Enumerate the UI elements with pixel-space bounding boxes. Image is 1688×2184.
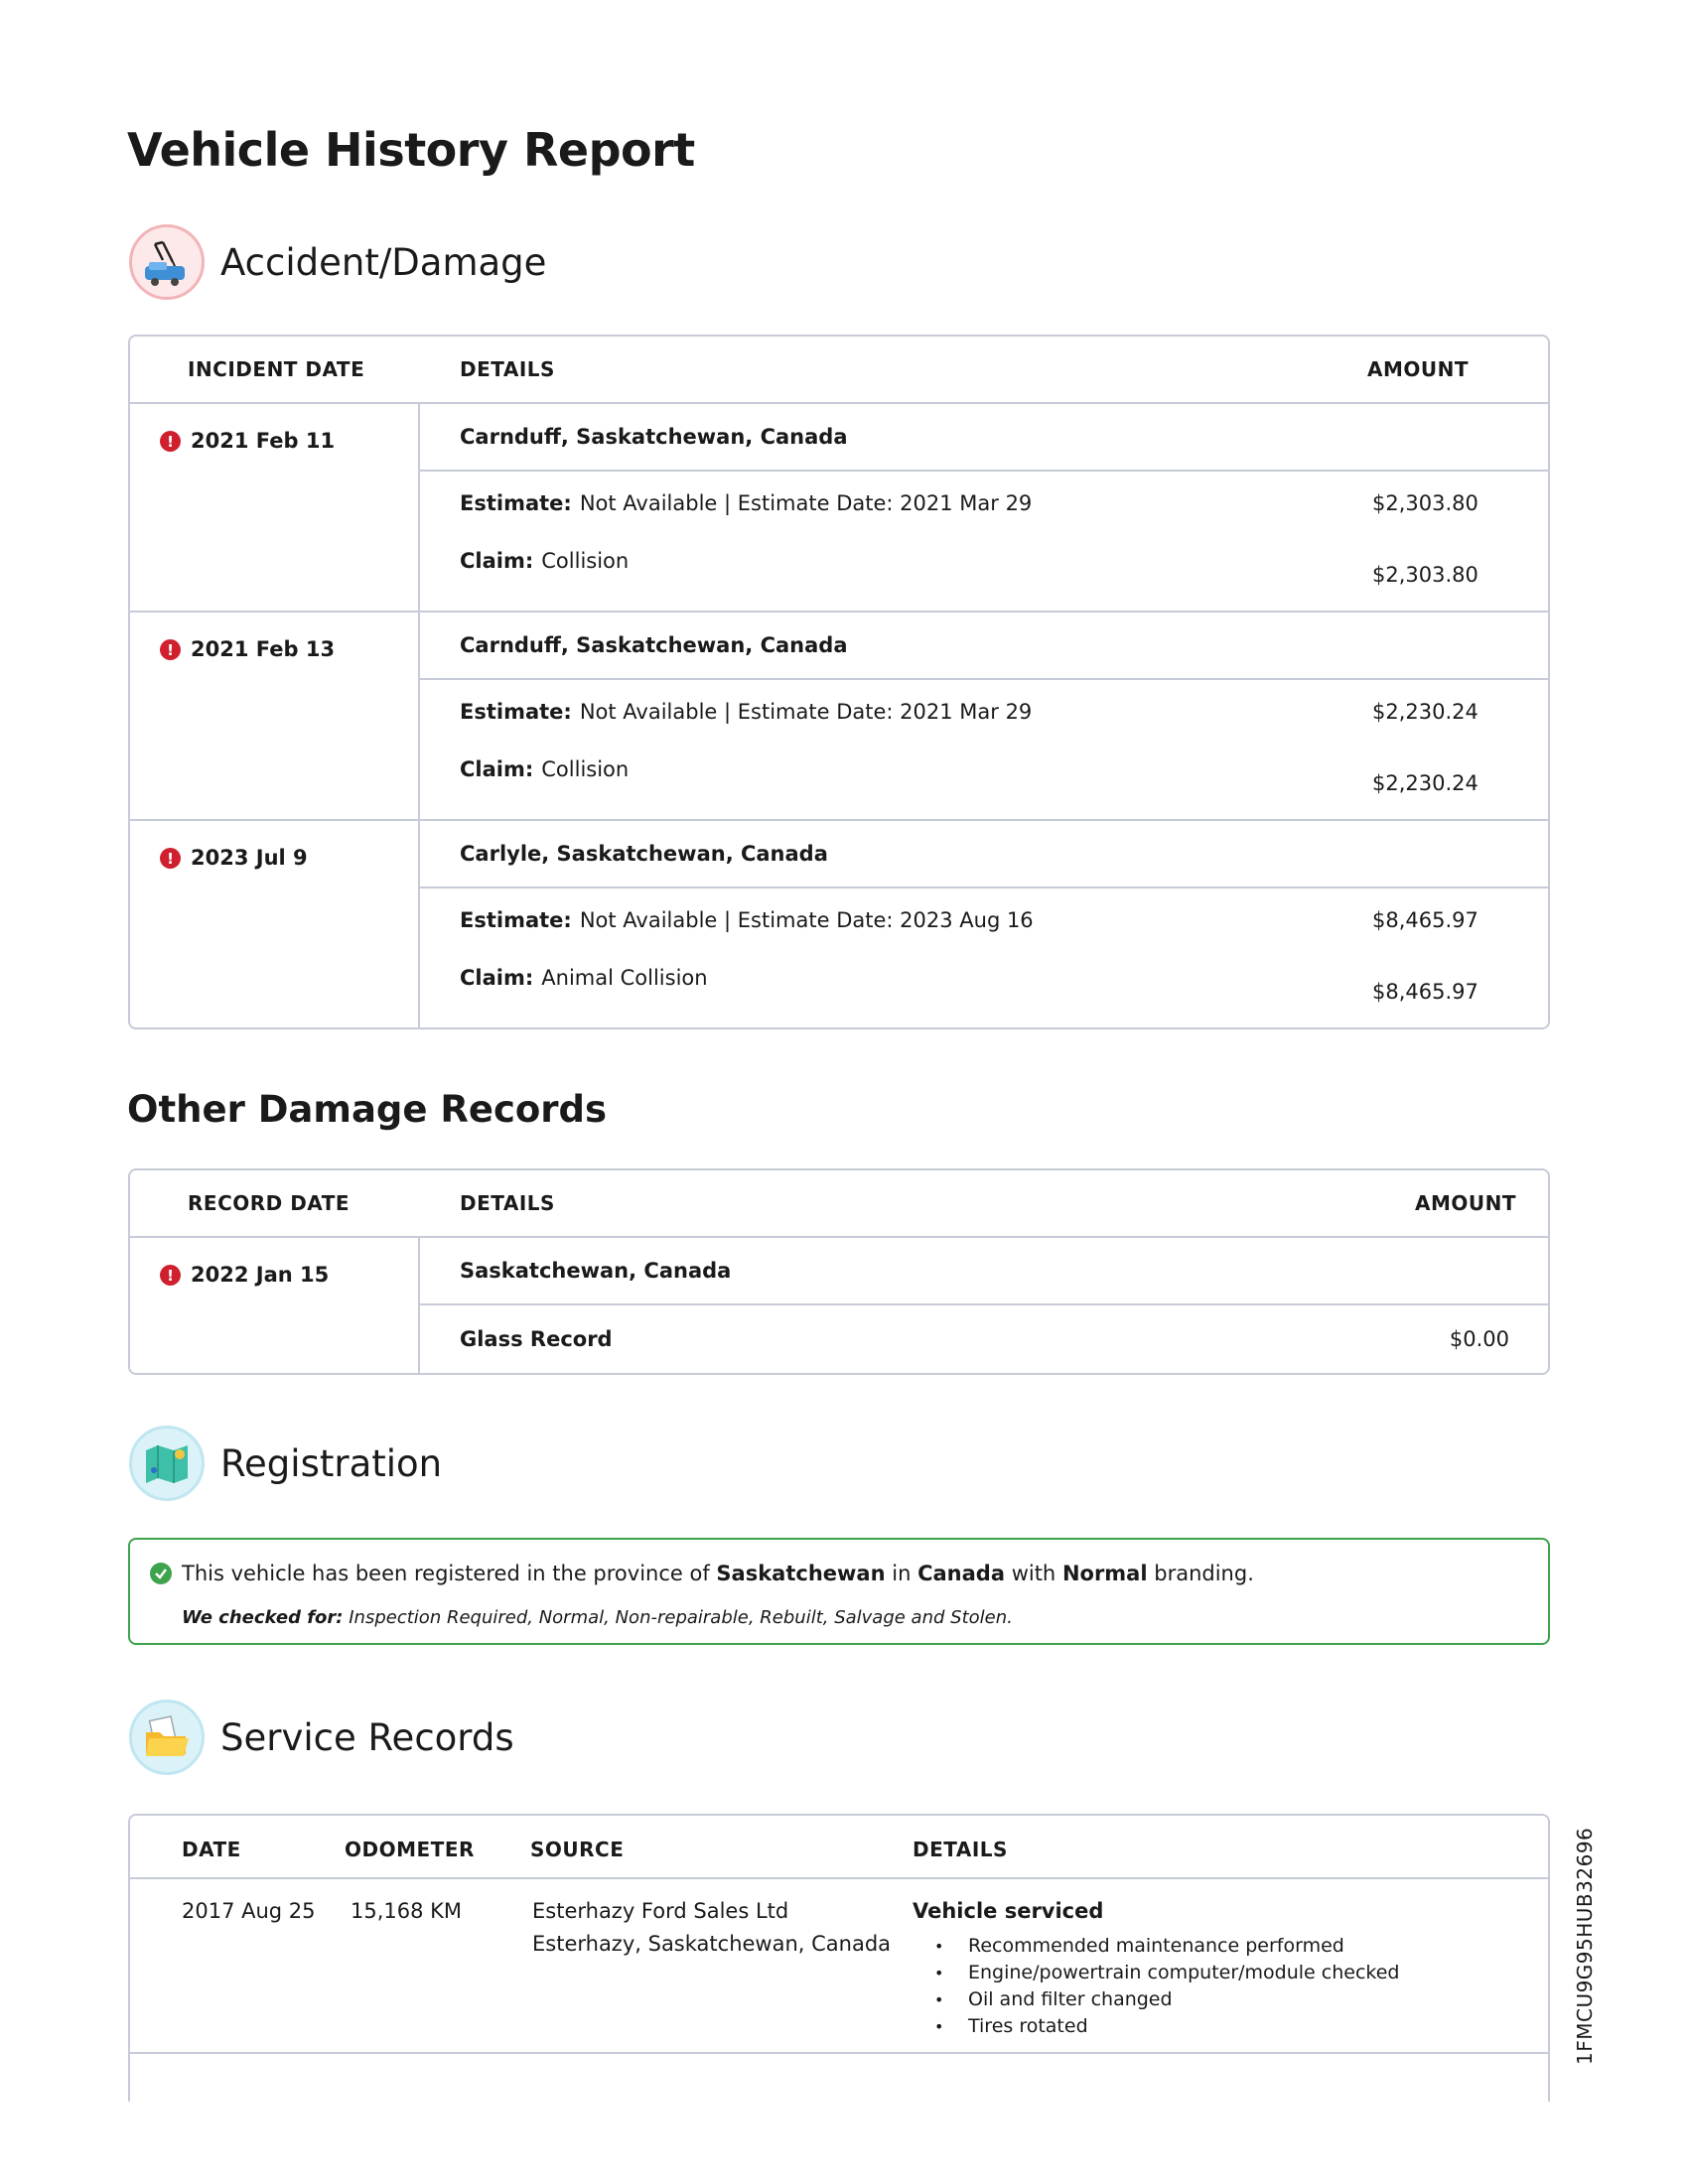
registration-title: Registration xyxy=(220,1441,443,1485)
alert-icon: ! xyxy=(160,1265,181,1286)
list-item: • Oil and filter changed xyxy=(913,1986,1400,2013)
claim-line xyxy=(460,966,708,990)
incident-estimate-block xyxy=(420,472,1548,611)
service-detail-title: Vehicle serviced xyxy=(913,1899,1104,1923)
claim-label: Claim: xyxy=(460,757,534,781)
estimate-value: Not Available | Estimate Date: 2023 Aug 16 xyxy=(579,908,1034,932)
tow-truck-icon xyxy=(129,224,205,300)
header-amount: AMOUNT xyxy=(1367,357,1470,381)
header-date: DATE xyxy=(182,1838,241,1861)
registration-province: Saskatchewan xyxy=(716,1562,886,1585)
registration-statement xyxy=(150,1562,1254,1585)
incident-date: 2021 Feb 13 xyxy=(191,637,336,661)
accident-section-title: Accident/Damage xyxy=(220,240,547,284)
registration-text: in xyxy=(892,1562,912,1585)
incident-date-cell xyxy=(130,613,420,819)
estimate-label: Estimate: xyxy=(460,908,572,932)
incident-date-cell xyxy=(130,404,420,611)
map-icon xyxy=(129,1426,205,1501)
vin-label: 1FMCU9G95HUB32696 xyxy=(1573,1827,1597,2065)
service-section-header xyxy=(129,1700,514,1775)
header-record-date: RECORD DATE xyxy=(188,1191,351,1215)
service-table-header xyxy=(130,1816,1548,1879)
service-title: Service Records xyxy=(220,1715,514,1759)
incident-date: 2023 Jul 9 xyxy=(191,846,308,870)
claim-amount: $2,230.24 xyxy=(1372,771,1478,795)
alert-icon: ! xyxy=(160,639,181,660)
service-table xyxy=(128,1814,1550,2102)
checked-for-list: Inspection Required, Normal, Non-repairable, Rebuilt, Salvage and Stolen. xyxy=(349,1607,1013,1628)
claim-line xyxy=(460,757,629,781)
record-date: 2022 Jan 15 xyxy=(191,1263,330,1287)
list-item: • Recommended maintenance performed xyxy=(913,1933,1400,1960)
incident-location: Carnduff, Saskatchewan, Canada xyxy=(420,613,1548,680)
accident-section-header xyxy=(129,224,546,300)
record-date-cell xyxy=(130,1238,420,1373)
incident-location: Carnduff, Saskatchewan, Canada xyxy=(420,404,1548,472)
estimate-value: Not Available | Estimate Date: 2021 Mar 29 xyxy=(579,491,1033,515)
service-source-name: Esterhazy Ford Sales Ltd xyxy=(532,1899,789,1923)
registration-text: branding. xyxy=(1154,1562,1254,1585)
list-item: • Engine/powertrain computer/module checked xyxy=(913,1960,1400,1986)
service-odometer: 15,168 KM xyxy=(351,1899,463,1923)
registration-country: Canada xyxy=(917,1562,1005,1585)
incident-estimate-block xyxy=(420,680,1548,819)
estimate-amount: $2,230.24 xyxy=(1372,700,1478,724)
registration-text: with xyxy=(1011,1562,1056,1585)
estimate-label: Estimate: xyxy=(460,700,572,724)
checked-for-line xyxy=(182,1607,1013,1628)
other-damage-table xyxy=(128,1168,1550,1375)
folder-icon xyxy=(129,1700,205,1775)
registration-branding: Normal xyxy=(1061,1562,1148,1585)
service-source-location: Esterhazy, Saskatchewan, Canada xyxy=(532,1932,892,1956)
accident-table xyxy=(128,335,1550,1029)
estimate-amount: $2,303.80 xyxy=(1372,491,1478,515)
claim-label: Claim: xyxy=(460,966,534,990)
accident-table-header xyxy=(130,337,1548,404)
damage-record-row xyxy=(130,1238,1548,1373)
estimate-amount: $8,465.97 xyxy=(1372,908,1478,932)
registration-text: This vehicle has been registered in the province of xyxy=(182,1562,710,1585)
header-source: SOURCE xyxy=(530,1838,625,1861)
estimate-value: Not Available | Estimate Date: 2021 Mar 29 xyxy=(579,700,1033,724)
estimate-line xyxy=(460,700,1032,724)
claim-amount: $8,465.97 xyxy=(1372,980,1478,1004)
estimate-line xyxy=(460,908,1034,932)
incident-estimate-block xyxy=(420,888,1548,1027)
incident-date: 2021 Feb 11 xyxy=(191,429,336,453)
registration-section-header xyxy=(129,1426,442,1501)
header-details: DETAILS xyxy=(460,1191,555,1215)
estimate-label: Estimate: xyxy=(460,491,572,515)
service-detail-list xyxy=(913,1933,1400,2040)
claim-value: Collision xyxy=(541,757,630,781)
check-circle-icon xyxy=(150,1563,172,1584)
header-details: DETAILS xyxy=(913,1838,1008,1861)
alert-icon: ! xyxy=(160,431,181,452)
checked-for-label: We checked for: xyxy=(182,1607,344,1628)
service-record-row xyxy=(130,1879,1548,2054)
claim-label: Claim: xyxy=(460,549,534,573)
header-details: DETAILS xyxy=(460,357,555,381)
incident-date-cell xyxy=(130,821,420,1027)
registration-box xyxy=(128,1538,1550,1645)
record-location: Saskatchewan, Canada xyxy=(420,1238,1548,1305)
header-odometer: ODOMETER xyxy=(345,1838,475,1861)
header-incident-date: INCIDENT DATE xyxy=(188,357,365,381)
incident-row xyxy=(130,613,1548,821)
incident-row xyxy=(130,404,1548,613)
service-date: 2017 Aug 25 xyxy=(182,1899,316,1923)
claim-line xyxy=(460,549,629,573)
claim-value: Collision xyxy=(541,549,630,573)
list-item: • Tires rotated xyxy=(913,2013,1400,2040)
header-amount: AMOUNT xyxy=(1415,1191,1517,1215)
incident-location: Carlyle, Saskatchewan, Canada xyxy=(420,821,1548,888)
other-damage-table-header xyxy=(130,1170,1548,1238)
record-type: Glass Record xyxy=(460,1327,613,1351)
claim-value: Animal Collision xyxy=(541,966,708,990)
incident-row xyxy=(130,821,1548,1027)
alert-icon: ! xyxy=(160,848,181,869)
claim-amount: $2,303.80 xyxy=(1372,563,1478,587)
page-title: Vehicle History Report xyxy=(127,123,695,177)
estimate-line xyxy=(460,491,1032,515)
other-damage-title: Other Damage Records xyxy=(127,1088,608,1131)
record-amount: $0.00 xyxy=(1449,1327,1509,1351)
